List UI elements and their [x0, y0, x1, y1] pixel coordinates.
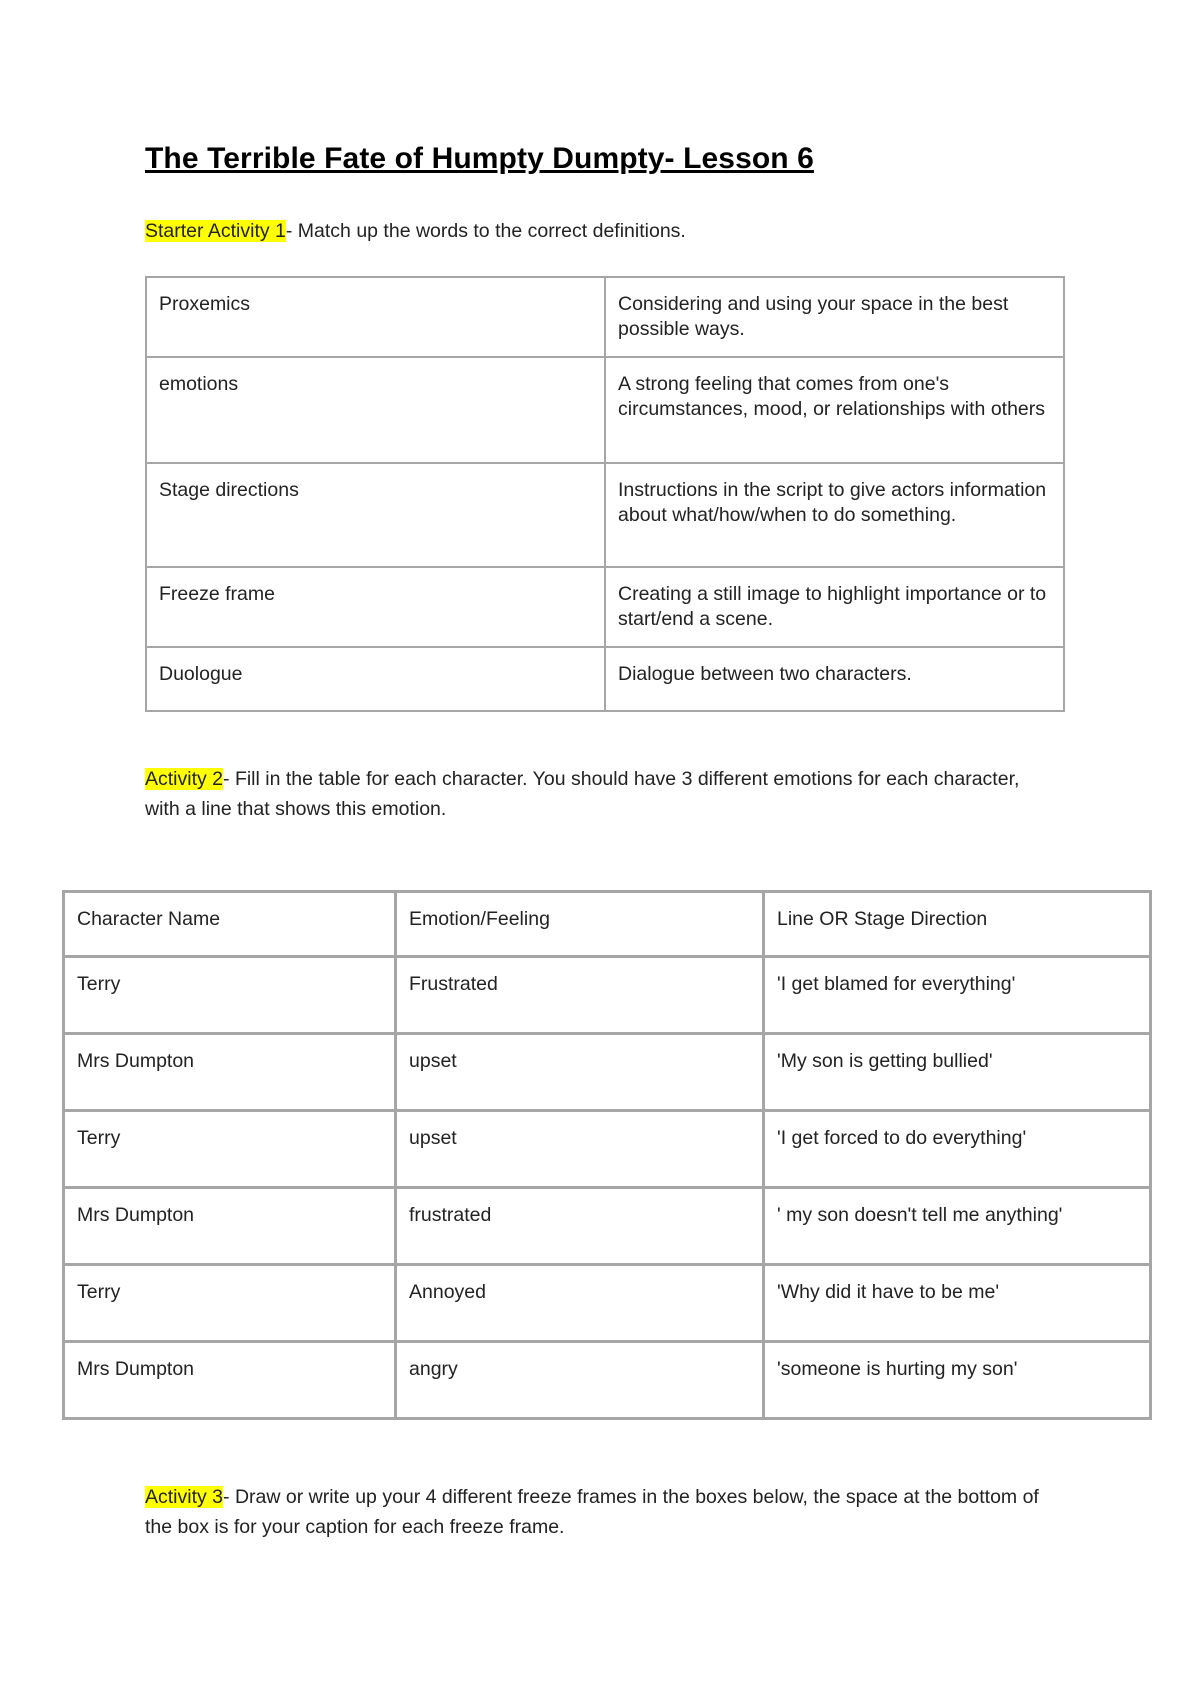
activity3-instruction: [145, 1482, 1055, 1542]
line-cell[interactable]: 'My son is getting bullied': [764, 1034, 1151, 1111]
activity2-label: Activity 2: [145, 768, 224, 790]
line-cell[interactable]: 'I get forced to do everything': [764, 1111, 1151, 1188]
definition-cell[interactable]: Instructions in the script to give actors information about what/how/when to do something.: [605, 463, 1064, 567]
definition-cell[interactable]: A strong feeling that comes from one's circumstances, mood, or relationships with others: [605, 357, 1064, 463]
character-cell[interactable]: Mrs Dumpton: [64, 1342, 396, 1419]
line-cell[interactable]: 'I get blamed for everything': [764, 957, 1151, 1034]
starter-activity-text: - Match up the words to the correct definitions.: [285, 220, 686, 242]
table-row: [64, 1265, 1151, 1342]
character-cell[interactable]: Terry: [64, 1265, 396, 1342]
character-cell[interactable]: Terry: [64, 1111, 396, 1188]
term-cell[interactable]: Stage directions: [146, 463, 605, 567]
line-cell[interactable]: ' my son doesn't tell me anything': [764, 1188, 1151, 1265]
header-line: Line OR Stage Direction: [764, 892, 1151, 957]
line-cell[interactable]: 'Why did it have to be me': [764, 1265, 1151, 1342]
activity2-text: - Fill in the table for each character. You should have 3 different emotions for each character, with a line that shows this emotion.: [145, 768, 1020, 820]
character-cell[interactable]: Terry: [64, 957, 396, 1034]
emotion-cell[interactable]: frustrated: [396, 1188, 764, 1265]
term-cell[interactable]: Freeze frame: [146, 567, 605, 647]
table-row: [64, 1111, 1151, 1188]
definition-cell[interactable]: Creating a still image to highlight importance or to start/end a scene.: [605, 567, 1064, 647]
starter-instruction: [145, 216, 1055, 246]
emotion-cell[interactable]: upset: [396, 1034, 764, 1111]
definition-row: [146, 357, 1064, 463]
table-row: [64, 1034, 1151, 1111]
emotion-cell[interactable]: upset: [396, 1111, 764, 1188]
emotion-cell[interactable]: Frustrated: [396, 957, 764, 1034]
starter-activity-label: Starter Activity 1: [145, 220, 286, 242]
definition-row: [146, 463, 1064, 567]
character-cell[interactable]: Mrs Dumpton: [64, 1034, 396, 1111]
table-row: [64, 957, 1151, 1034]
table-row: [64, 1342, 1151, 1419]
activity3-text: - Draw or write up your 4 different freeze frames in the boxes below, the space at the bottom of the box is for your caption for each freeze frame.: [145, 1486, 1039, 1538]
header-emotion: Emotion/Feeling: [396, 892, 764, 957]
activity3-label: Activity 3: [145, 1486, 224, 1508]
character-cell[interactable]: Mrs Dumpton: [64, 1188, 396, 1265]
term-cell[interactable]: Duologue: [146, 647, 605, 711]
definition-cell[interactable]: Dialogue between two characters.: [605, 647, 1064, 711]
definitions-table: [145, 276, 1065, 712]
page-title: The Terrible Fate of Humpty Dumpty- Lesson 6: [145, 142, 814, 175]
emotion-cell[interactable]: Annoyed: [396, 1265, 764, 1342]
table-header-row: [64, 892, 1151, 957]
term-cell[interactable]: emotions: [146, 357, 605, 463]
header-character-name: Character Name: [64, 892, 396, 957]
definition-row: [146, 277, 1064, 357]
emotion-cell[interactable]: angry: [396, 1342, 764, 1419]
character-emotion-table: [62, 890, 1152, 1420]
definition-row: [146, 647, 1064, 711]
definition-cell[interactable]: Considering and using your space in the best possible ways.: [605, 277, 1064, 357]
table-row: [64, 1188, 1151, 1265]
term-cell[interactable]: Proxemics: [146, 277, 605, 357]
activity2-instruction: [145, 764, 1055, 824]
definition-row: [146, 567, 1064, 647]
line-cell[interactable]: 'someone is hurting my son': [764, 1342, 1151, 1419]
